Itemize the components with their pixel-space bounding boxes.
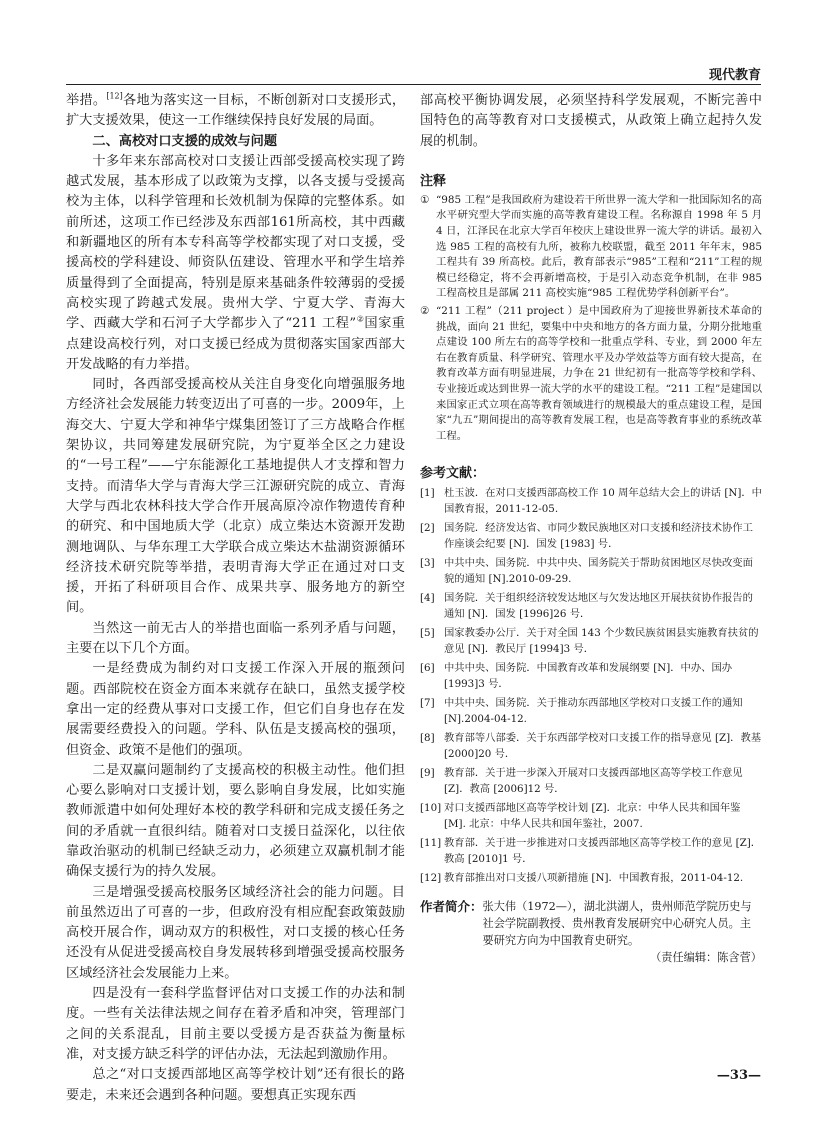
section-title: 二、高校对口支援的成效与问题 [92,133,278,149]
note-number: ① [420,193,430,206]
paragraph: 三是增强受援高校服务区域经济社会的能力问题。目前虽然迈出了可喜的一步，但政府没有相应配套政策鼓励高校开展合作，调动双方的积极性，对口支援的核心任务还没有从促进受援高校自身发展转移到增强受援高校服务区域经济社会发展能力上来。 [66,884,405,981]
right-column [420,91,762,966]
reference-item [420,660,762,692]
reference-item [420,485,762,517]
reference-item [420,520,762,552]
reference-number: [11] [420,837,442,850]
reference-number: [9] [420,767,435,780]
reference-text: 国务院．经济发达省、市同少数民族地区对口支援和经济技术协作工作座谈会纪要 [N]．国发 [1983] 号． [444,522,753,551]
reference-item [420,835,762,867]
paragraph: 当然这一前无古人的举措也面临一系列矛盾与问题，主要在以下几个方面。 [66,620,405,657]
note-item [420,193,762,302]
reference-item [420,555,762,587]
author-bio [420,898,762,949]
reference-number: [5] [420,627,435,640]
reference-text: 中共中央、国务院．中国教育改革和发展纲要 [N]．中办、国办 [1993]3 号． [444,662,733,691]
reference-number: [8] [420,732,435,745]
reference-text: 教育部．关于进一步深入开展对口支援西部地区高等学校工作意见 [Z]．教高 [2006]12 号． [444,767,743,796]
reference-text: 国务院．关于组织经济较发达地区与欠发达地区开展扶贫协作报告的通知 [N]．国发 [1996]26 号． [444,592,753,621]
reference-item [420,730,762,762]
reference-item [420,695,762,727]
author-label: 作者简介： [420,899,483,915]
note-text: “211 工程”（211 project ）是中国政府为了迎接世界新技术革命的挑战，面向 21 世纪，要集中中央和地方的各方面力量，分期分批地重点建设 100 所左右的高等学校和一批重点学科、专业，到 2000 年左右在教育质量、科学研究、管理水平及办学效益等方面有较大提高，在教育改革方面有明显进展，力争在 21 世纪初有一批高等学校和学科、专业接近或达到世界一流大学的水平的建设工程。“211 工程”是建国以来国家正式立项在高等教育领域进行的规模最大的重点建设工程，是国家“九五”期间提出的高等教育发展工程，也是高等教育事业的系统改革工程。 [436,305,762,442]
paragraph: 二是双赢问题制约了支援高校的积极主动性。他们担心要么影响对口支援计划，要么影响自身发展，比如实施教师派遣中如何处理好本校的教学科研和完成支援任务之间的矛盾就一直很纠结。随着对口支援日益深化，以往依靠政治驱动的机制已经缺乏动力，必须建立双赢机制才能确保支援行为的持久发展。 [66,762,405,880]
references-heading: 参考文献： [420,466,486,482]
reference-text: 教育部．关于进一步推进对口支援西部地区高等学校工作的意见 [Z]．教高 [2010]1 号． [444,837,762,866]
reference-text: 杜玉波．在对口支援西部高校工作 10 周年总结大会上的讲话 [N]．中国教育报，2011-12-05. [444,487,762,516]
footnote-sup: ② [356,314,365,324]
reference-text: 对口支援西部地区高等学校计划 [Z]．北京：中华人民共和国年鉴 [M]. 北京：中华人民共和国年鉴社，2007. [444,802,741,831]
paragraph: 十多年来东部高校对口支援让西部受援高校实现了跨越式发展，基本形成了以政策为支撑，以各支援与受援高校为主体，以科学管理和长效机制为保障的完整体系。如前所述，这项工作已经涉及东西部161所高校，其中西藏和新疆地区的所有本专科高等学校都实现了对口支援，受援高校的学科建设、师资队伍建设、管理水平和学生培养质量得到了全面提高，特别是原来基础条件较薄弱的受援高校实现了跨越式发展。贵州大学、宁夏大学、青海大学、西藏大学和石河子大学都步入了“211 工程”②国家重点建设高校行列，对口支援已经成为贯彻落实国家西部大开发战略的有力举措。 [66,153,405,372]
notes-list [420,193,762,445]
journal-title: 现代教育 [708,68,761,83]
reference-text: 教育部推出对口支援八项新措施 [N]．中国教育报，2011-04-12. [444,872,744,885]
reference-item [420,765,762,797]
paragraph-continued: 举措。[12]各地为落实这一目标，不断创新对口支援形式，扩大支援效果，使这一工作继续保持良好发展的局面。 [66,91,406,129]
reference-text: 中共中央、国务院．中共中央、国务院关于帮助贫困地区尽快改变面貌的通知 [N].2010-09-29. [444,557,753,586]
reference-number: [6] [420,662,435,675]
reference-item [420,590,762,622]
reference-number: [12] [420,872,442,885]
note-number: ② [420,305,430,318]
reference-text: 中共中央、国务院．关于推动东西部地区学校对口支援工作的通知 [N].2004-04-12. [444,697,743,726]
citation-sup: [12] [106,91,123,101]
reference-number: [3] [420,557,435,570]
page-number: —33— [716,1068,761,1083]
paragraph: 一是经费成为制约对口支援工作深入开展的瓶颈问题。西部院校在资金方面本来就存在缺口，虽然支援学校拿出一定的经费从事对口支援工作，但它们自身也存在发展需要经费投入的问题。学科、队伍是支援高校的强项，但资金、政策不是他们的强项。 [66,661,405,758]
reference-number: [4] [420,592,435,605]
note-item [420,304,762,444]
left-column [66,91,405,1106]
paragraph: 总之“对口支援西部地区高等学校计划”还有很长的路要走，未来还会遇到各种问题。要想真正实现东西 [66,1067,405,1103]
reference-number: [10] [420,802,442,815]
paragraph: 四是没有一套科学监督评估对口支援工作的办法和制度。一些有关法律法规之间存在着矛盾和冲突，管理部门之间的关系混乱，目前主要以受援方是否获益为衡量标准，对支援方缺乏科学的评估办法，无法起到激励作用。 [66,986,405,1062]
author-text: 张大伟（1972—），湖北洪湖人，贵州师范学院历史与社会学院副教授、贵州教育发展研究中心研究人员。主要研究方向为中国教育史研究。 [482,900,752,948]
reference-item [420,870,762,886]
paragraph-continued: 部高校平衡协调发展，必须坚持科学发展观，不断完善中国特色的高等教育对口支援模式，从政策上确立起持久发展的机制。 [420,93,762,149]
reference-item [420,625,762,657]
reference-item [420,800,762,832]
editor-credit: （责任编辑：陈含菅） [650,951,762,965]
notes-heading: 注释 [420,173,447,189]
note-text: “985 工程”是我国政府为建设若干所世界一流大学和一批国际知名的高水平研究型大学而实施的高等教育建设工程。名称源自 1998 年 5 月 4 日，江泽民在北京大学百年校庆上建设世界一流大学的讲话。最初入选 985 工程的高校有九所，被称九校联盟，截至 2011 年年末，985 工程共有 39 所高校。此后，教育部表示“985”工程和“211”工程的规模已经稳定，将不会再新增高校，于是引入动态竞争机制，在非 985 工程高校且是部属 211 高校实施“985 工程优势学科创新平台”。 [436,193,762,300]
reference-number: [7] [420,697,435,710]
reference-number: [1] [420,487,435,500]
paragraph: 同时，各西部受援高校从关注自身变化向增强服务地方经济社会发展能力转变迈出了可喜的一步。2009年，上海交大、宁夏大学和神华宁煤集团签订了三方战略合作框架协议，共同筹建发展研究院，为宁夏举全区之力建设的“一号工程”——宁东能源化工基地提供人才支撑和智力支持。而清华大学与青海大学三江源研究院的成立、青海大学与西北农林科技大学合作开展高原冷凉作物遗传育种的研究、和中国地质大学（北京）成立柴达木资源开发勘测地调队、与华东理工大学联合成立柴达木盐湖资源循环经济技术研究院等举措，表明青海大学正在通过对口支援，开拓了科研项目合作、成果共享、服务地方的新空间。 [66,377,405,616]
reference-number: [2] [420,522,435,535]
reference-text: 国家教委办公厅．关于对全国 143 个少数民族贫困县实施教育扶贫的意见 [N]．教民厅 [1994]3 号． [444,627,759,656]
references-list [420,485,762,886]
header-rule [66,84,761,85]
reference-text: 教育部等八部委．关于东西部学校对口支援工作的指导意见 [Z]．教基 [2000]20 号． [444,732,762,761]
